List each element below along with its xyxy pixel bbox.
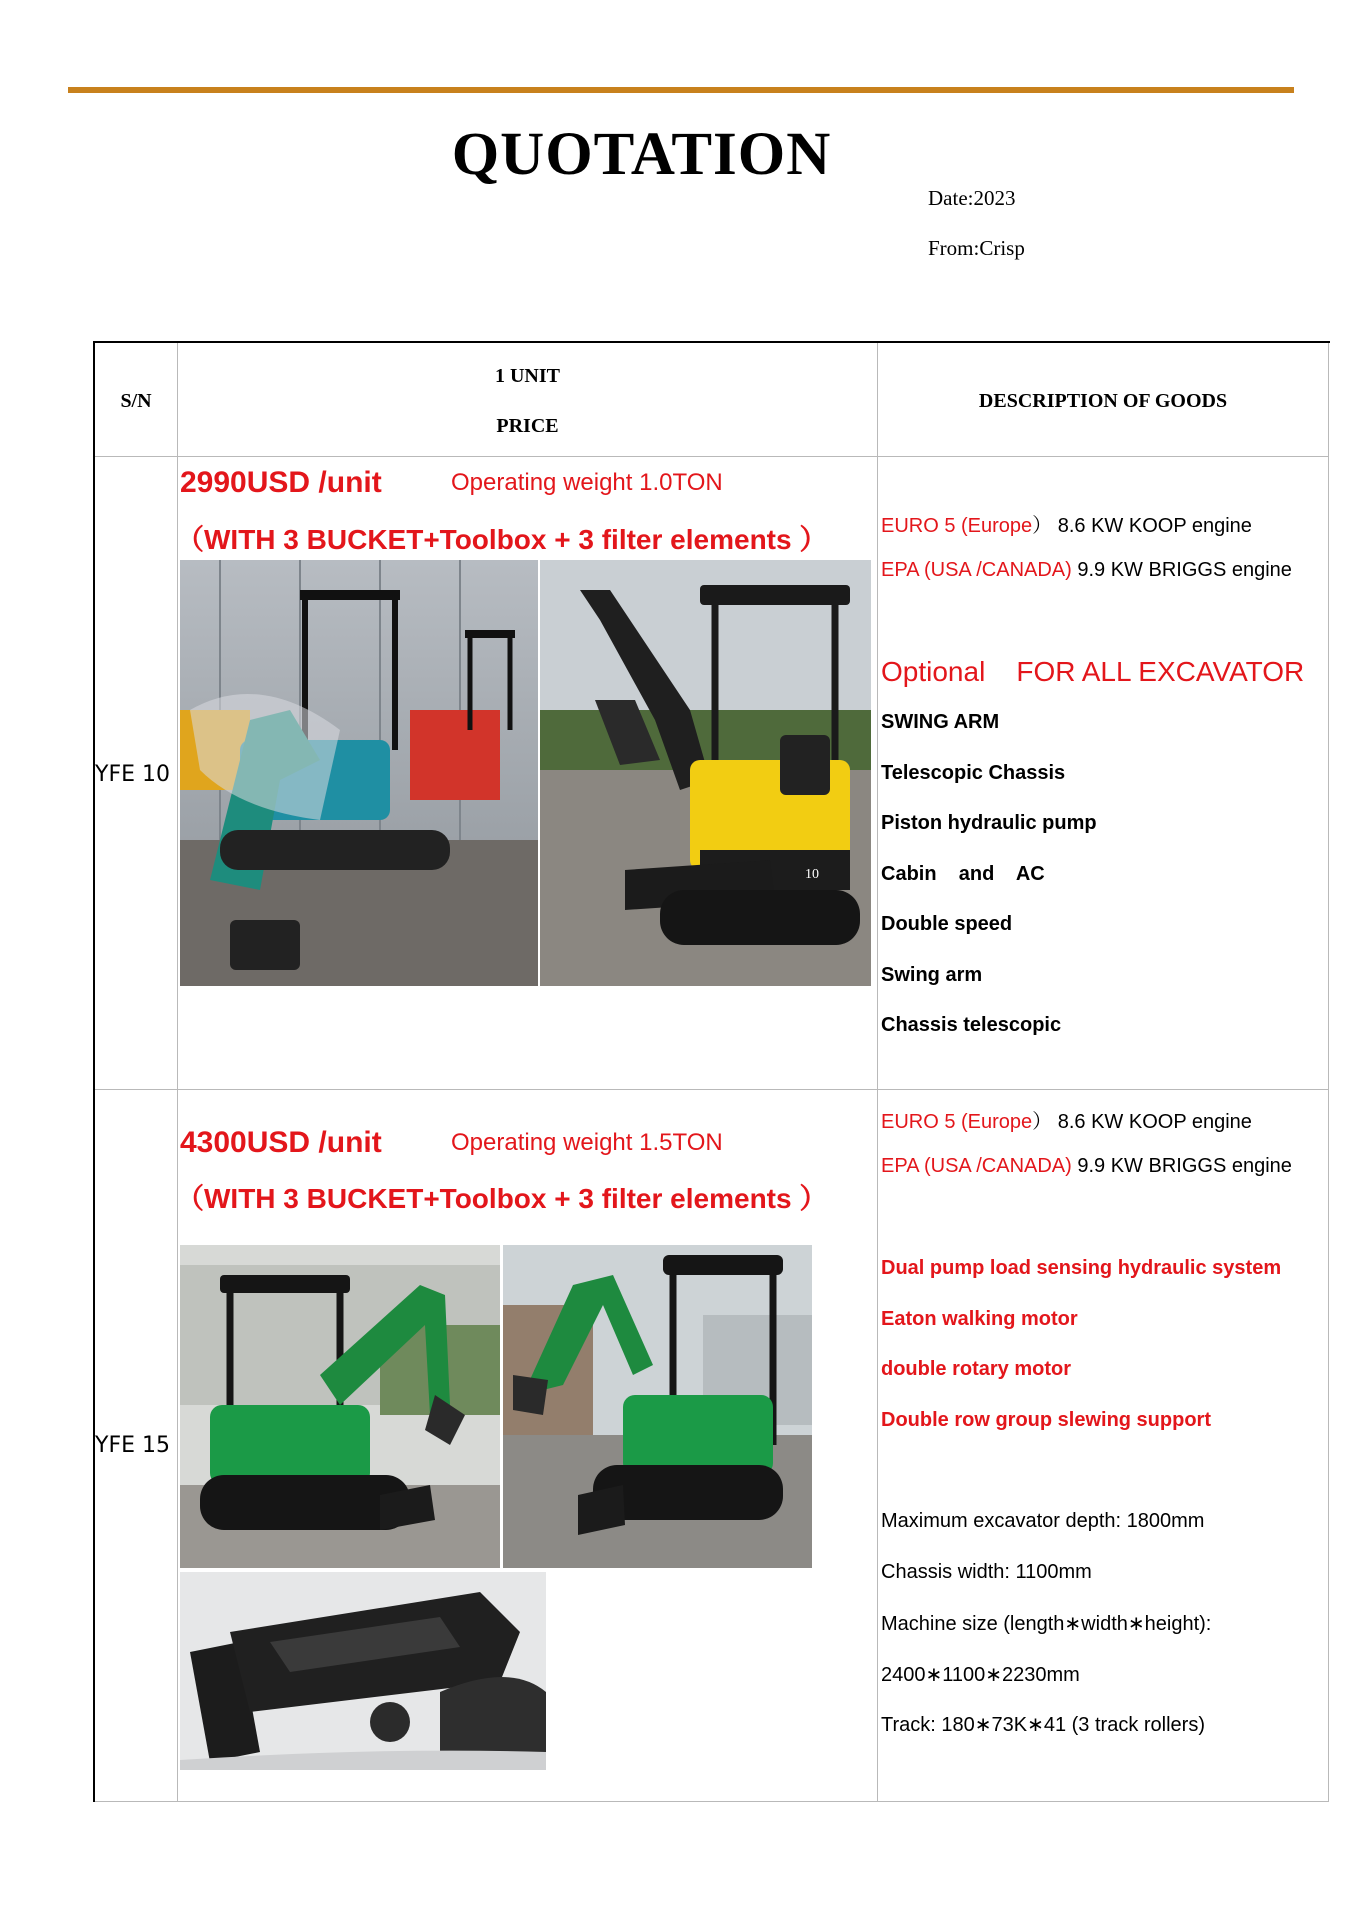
row1-feature: Chassis telescopic — [881, 1014, 1062, 1036]
row1-feature: Piston hydraulic pump — [881, 812, 1097, 834]
row2-spec: Maximum excavator depth: 1800mm — [881, 1510, 1205, 1532]
svg-text:10: 10 — [805, 867, 819, 882]
row1-price: 2990USD /unit — [180, 466, 382, 499]
row1-included-items: （WITH 3 BUCKET+Toolbox + 3 filter elements ） — [176, 524, 828, 555]
row2-spec: 2400∗1100∗2230mm — [881, 1664, 1080, 1686]
row2-feature: double rotary motor — [881, 1358, 1072, 1380]
row2-spec: Machine size (length∗width∗height): — [881, 1613, 1212, 1635]
row1-weight: Operating weight 1.0TON — [451, 469, 723, 496]
row2-price: 4300USD /unit — [180, 1126, 382, 1159]
row2-feature: Dual pump load sensing hydraulic system — [881, 1257, 1282, 1279]
quote-from: From:Crisp — [928, 236, 1025, 260]
row2-weight: Operating weight 1.5TON — [451, 1129, 723, 1156]
row1-engine-euro: EURO 5 (Europe） 8.6 KW KOOP engine — [881, 515, 1252, 537]
row2-photo-green-excavator-front — [503, 1245, 812, 1568]
header-description: DESCRIPTION OF GOODS — [978, 390, 1228, 412]
row1-photo-warehouse — [180, 560, 538, 986]
row1-engine-epa: EPA (USA /CANADA) 9.9 KW BRIGGS engine — [881, 559, 1292, 581]
row2-engine-epa: EPA (USA /CANADA) 9.9 KW BRIGGS engine — [881, 1155, 1292, 1177]
top-rule — [68, 87, 1294, 93]
header-price-line1: 1 UNIT — [494, 365, 560, 387]
row2-spec: Track: 180∗73K∗41 (3 track rollers) — [881, 1714, 1205, 1736]
row1-feature: Double speed — [881, 913, 1013, 935]
row1-sn: YFE 10 — [95, 762, 170, 787]
row2-engine-euro: EURO 5 (Europe） 8.6 KW KOOP engine — [881, 1111, 1252, 1133]
row2-included-items: （WITH 3 BUCKET+Toolbox + 3 filter elements ） — [176, 1183, 828, 1214]
row1-photo-yellow-excavator — [540, 560, 871, 986]
row2-spec: Chassis width: 1100mm — [881, 1561, 1092, 1583]
page-title: QUOTATION — [451, 121, 832, 188]
quote-date: Date:2023 — [928, 186, 1016, 210]
row1-feature: Telescopic Chassis — [881, 762, 1066, 784]
row1-feature: Swing arm — [881, 964, 983, 986]
header-sn: S/N — [120, 390, 152, 412]
row2-feature: Eaton walking motor — [881, 1308, 1078, 1330]
row1-optional-heading: Optional FOR ALL EXCAVATOR — [881, 656, 1305, 687]
row2-sn: YFE 15 — [95, 1433, 170, 1458]
row2-photo-chassis — [180, 1572, 546, 1770]
header-price-line2: PRICE — [496, 415, 559, 437]
row2-feature: Double row group slewing support — [881, 1409, 1211, 1431]
row1-feature: SWING ARM — [881, 711, 1000, 733]
row1-feature: Cabin and AC — [881, 863, 1045, 885]
row2-photo-green-excavator-side — [180, 1245, 500, 1568]
